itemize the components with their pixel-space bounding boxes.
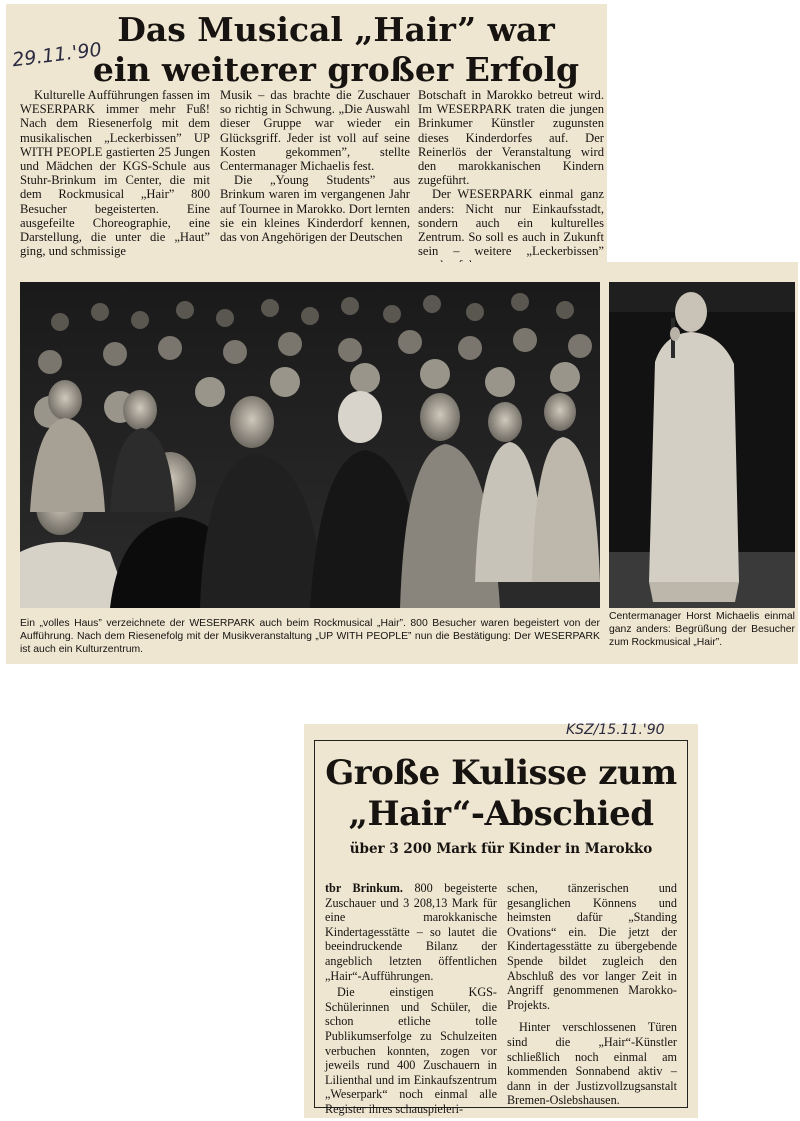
audience-photo (20, 282, 600, 608)
paragraph: Kulturelle Aufführungen fassen im WESERPARK immer mehr Fuß! Nach dem Riesenerfolg mit dem musikalischen „Leckerbissen” UP WITH PEOPLE gastierten 25 Jungen und Mädchen der KGS-Schule aus Stuhr-Brinkum im Center, die mit dem Rockmusical „Hair” 800 Besucher begeisterten. Eine ausgefeilte Choreographie, eine Darstellung, die unter die „Haut” ging, und schmissige (20, 88, 210, 259)
paragraph: Botschaft in Marokko betreut wird. Im WESERPARK traten die jungen Brinkumer Künstler zugunsten dieses Kinderdorfes auf. Der Reinerlös der Veranstaltung wird den marokkanischen Kindern zugeführt. (418, 88, 604, 188)
dateline: tbr Brinkum. (325, 881, 403, 895)
caption-audience: Ein „volles Haus” verzeichnete der WESERPARK auch beim Rockmusical „Hair”. 800 Besucher waren begeistert von der Aufführung. Nach dem Riesenefolg mit der Musikveranstaltung „UP WITH PEOPLE” nun die Bestätigung: Der WESERPARK ist auch ein Kulturzentrum. (20, 618, 600, 655)
clipping-1-top (6, 4, 607, 272)
clipping-2 (304, 724, 698, 1118)
headline-line-1: Das Musical „Hair” war (117, 10, 555, 49)
article-column-2 (220, 88, 410, 244)
paragraph: Der WESERPARK einmal ganz anders: Nicht nur Einkaufsstadt, sondern auch ein kulturelles Zentrum. So soll es auch in Zukunft sein – weitere „Leckerbissen” (418, 187, 604, 259)
headline-2-line-1: Große Kulisse zum (325, 753, 677, 793)
centermanager-photo (609, 282, 795, 608)
headline-line-2: ein weiterer großer Erfolg (92, 50, 580, 89)
subheadline: über 3 200 Mark für Kinder in Marokko (349, 841, 653, 857)
headline (76, 10, 596, 90)
article-column-1 (20, 88, 210, 258)
article-column-3 (418, 88, 604, 273)
headline-2-line-2: „Hair“-Abschied (348, 794, 654, 834)
caption-centermanager: Centermanager Horst Michaelis einmal ganz anders: Begrüßung der Besucher zum Rockmusical „Hair”. (609, 611, 795, 648)
paragraph: schen, tänzerischen und gesanglichen Könnens und heimsten dafür „Standing Ovations“ ein. Die jetzt der Kindertagesstätte zu übergebende Spende bildet zugleich den Abschluß des vor langer Zeit in Angriff genommenen Marokko-Projekts. (507, 881, 677, 1012)
article-2-column-1 (325, 881, 497, 1119)
paragraph-text: 800 begeisterte Zuschauer und 3 208,13 Mark für eine marokkanische Kindertagesstätte – so lautet die beeindruckende Bilanz der angeblich letzten öffentlichen „Hair“-Aufführungen. (325, 881, 497, 983)
paragraph: Die einstigen KGS-Schülerinnen und Schüler, die schon etliche tolle Publikumserfolge zu Schulzeiten verbuchen konnten, zogen vor jeweils rund 400 Zuschauern in Lilienthal und im Einkaufszentrum „Weserpark“ noch einmal alle Register ihres schauspieleri- (325, 985, 497, 1116)
paragraph: Musik – das brachte die Zuschauer so richtig in Schwung. „Die Auswahl dieser Gruppe war wieder ein Glücksgriff. Jeder ist voll auf seine Kosten gekommen”, stellte Centermanager Michaelis fest. (220, 88, 410, 174)
centermanager-photo-image (609, 282, 795, 608)
paragraph: Die „Young Students” aus Brinkum waren im vergangenen Jahr auf Tournee in Marokko. Dort lernten sie ein kleines Kinderdorf kennen, das von Angehörigen der Deutschen (220, 173, 410, 245)
article-box (314, 740, 688, 1116)
article-2-column-2 (507, 881, 677, 1110)
paragraph: Hinter verschlossenen Türen sind die „Hair“-Künstler schließlich noch einmal am kommenden Sonnabend aktiv – dann in der Justizvollzugsanstalt Bremen-Oslebshausen. (507, 1020, 677, 1108)
handwritten-source: KSZ/15.11.'90 (566, 722, 665, 738)
paragraph (325, 881, 497, 983)
audience-photo-image (20, 282, 600, 608)
handwritten-date: 29.11.'90 (10, 38, 103, 72)
headline-2 (315, 753, 687, 835)
clipping-1-photos (6, 262, 798, 664)
